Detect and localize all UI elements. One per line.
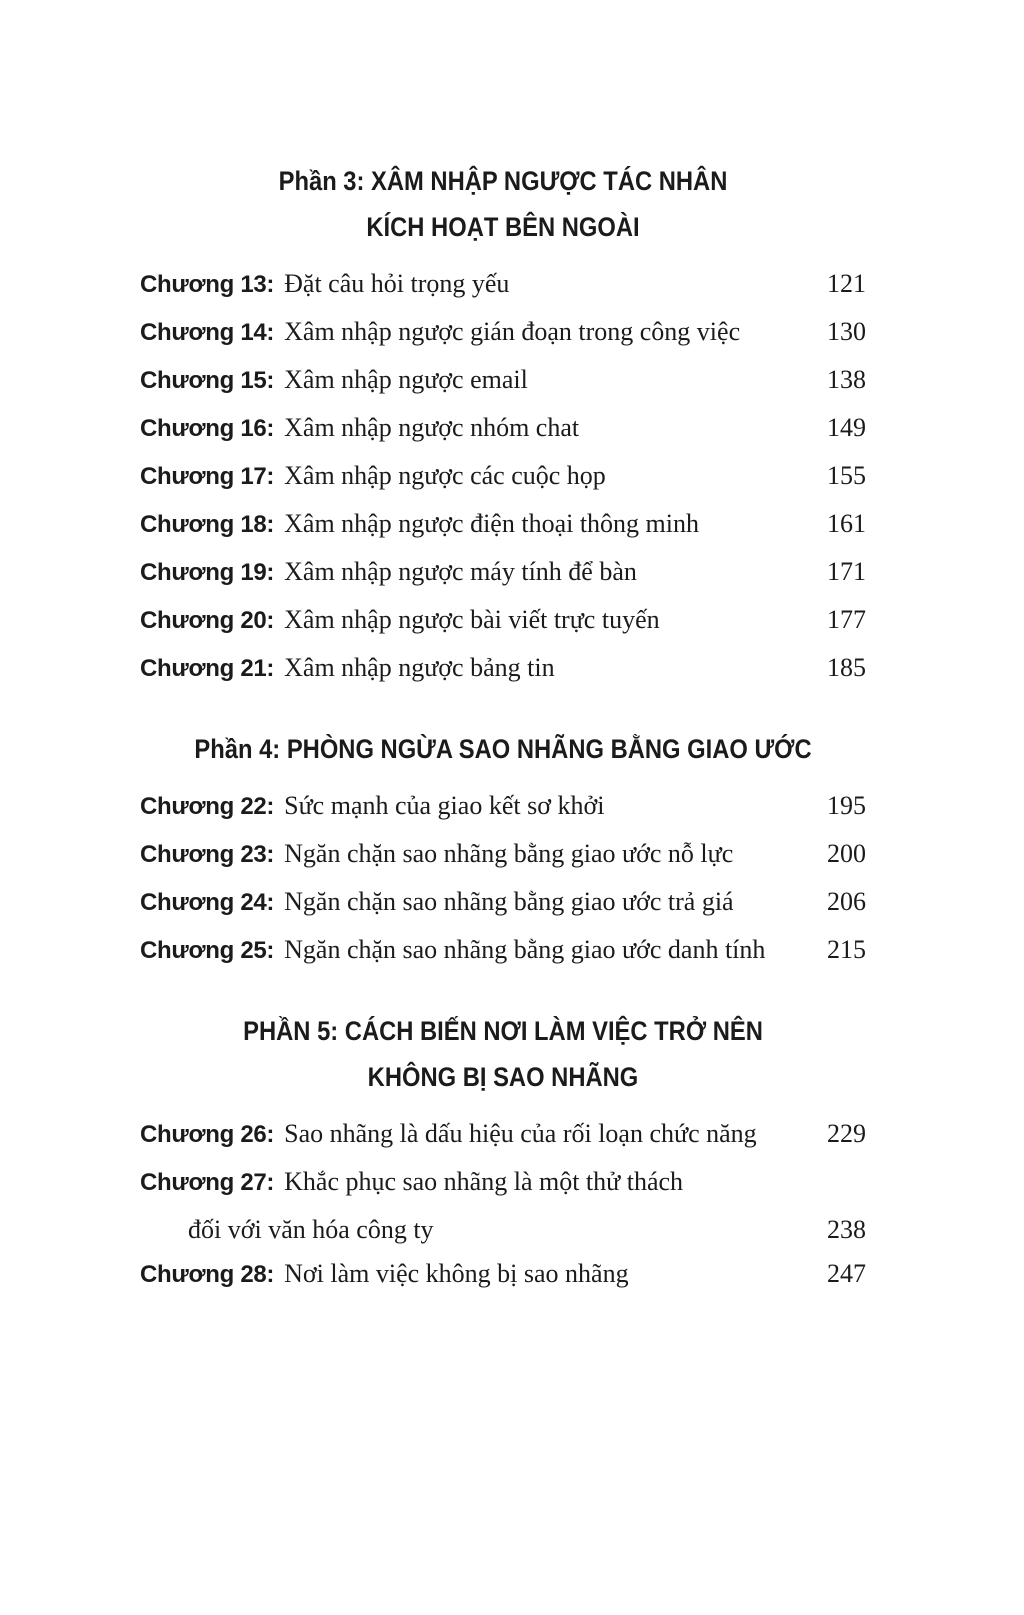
toc-entry-ch22 [140, 784, 866, 832]
chapter-page-number: 149 [827, 413, 866, 442]
chapter-title: Xâm nhập ngược điện thoại thông minh [284, 509, 700, 538]
part-4-heading [140, 726, 866, 772]
chapter-label: Chương 19: [140, 559, 275, 586]
chapter-title: Xâm nhập ngược gián đoạn trong công việc [284, 317, 741, 346]
chapter-page-number: 195 [827, 791, 866, 820]
toc-entry-ch25 [140, 928, 866, 976]
chapter-page-number: 130 [827, 317, 866, 346]
toc-entry-ch13 [140, 262, 866, 310]
chapter-page-number: 161 [827, 509, 866, 538]
chapter-page-number: 121 [827, 269, 866, 298]
part-heading-line: KÍCH HOẠT BÊN NGOÀI [366, 212, 640, 242]
chapter-title: Ngăn chặn sao nhãng bằng giao ước trả giá [284, 887, 734, 916]
toc-entry-ch28 [140, 1252, 866, 1300]
chapter-page-number: 215 [827, 935, 866, 964]
chapter-label: Chương 17: [140, 463, 275, 490]
toc-entry-ch18 [140, 502, 866, 550]
chapter-title-continuation: đối với văn hóa công ty [188, 1215, 434, 1244]
chapter-label: Chương 24: [140, 889, 275, 916]
chapter-page-number: 185 [827, 653, 866, 682]
part-5-heading [140, 1008, 866, 1100]
chapter-title: Xâm nhập ngược bảng tin [284, 653, 555, 682]
chapter-page-number: 229 [827, 1119, 866, 1148]
chapter-title: Xâm nhập ngược email [284, 365, 528, 394]
chapter-title: Nơi làm việc không bị sao nhãng [284, 1259, 629, 1288]
chapter-page-number: 138 [827, 365, 866, 394]
toc-entry-ch21 [140, 646, 866, 694]
chapter-page-number: 155 [827, 461, 866, 490]
chapter-title: Đặt câu hỏi trọng yếu [284, 269, 510, 298]
chapter-page-number: 247 [827, 1259, 866, 1288]
chapter-title: Xâm nhập ngược máy tính để bàn [284, 557, 637, 586]
toc-entry-ch14 [140, 310, 866, 358]
chapter-label: Chương 20: [140, 607, 275, 634]
toc-entry-ch20 [140, 598, 866, 646]
chapter-list-part-3 [140, 262, 866, 694]
chapter-list-part-4 [140, 784, 866, 976]
chapter-title: Ngăn chặn sao nhãng bằng giao ước danh tính [284, 935, 766, 964]
chapter-label: Chương 18: [140, 511, 275, 538]
chapter-title: Khắc phục sao nhãng là một thử thách [284, 1167, 684, 1196]
toc-section-part-5 [140, 1008, 866, 1300]
toc-section-part-4 [140, 726, 866, 976]
part-heading-line: KHÔNG BỊ SAO NHÃNG [367, 1062, 639, 1092]
chapter-label: Chương 16: [140, 415, 275, 442]
toc-entry-ch17 [140, 454, 866, 502]
chapter-title: Ngăn chặn sao nhãng bằng giao ước nỗ lực [284, 839, 734, 868]
chapter-title: Sức mạnh của giao kết sơ khởi [284, 791, 605, 820]
chapter-page-number: 238 [827, 1215, 866, 1244]
toc-section-part-3 [140, 158, 866, 694]
chapter-title: Xâm nhập ngược nhóm chat [284, 413, 580, 442]
chapter-page-number: 206 [827, 887, 866, 916]
chapter-list-part-5 [140, 1112, 866, 1300]
chapter-title: Xâm nhập ngược bài viết trực tuyến [284, 605, 660, 634]
chapter-label: Chương 28: [140, 1261, 275, 1288]
chapter-label: Chương 22: [140, 793, 275, 820]
chapter-page-number: 177 [827, 605, 866, 634]
chapter-title: Sao nhãng là dấu hiệu của rối loạn chức năng [284, 1119, 757, 1148]
toc-entry-ch15 [140, 358, 866, 406]
chapter-label: Chương 21: [140, 655, 275, 682]
chapter-page-number: 200 [827, 839, 866, 868]
toc-entry-ch24 [140, 880, 866, 928]
chapter-label: Chương 25: [140, 937, 275, 964]
chapter-title: Xâm nhập ngược các cuộc họp [284, 461, 606, 490]
part-heading-line: PHẦN 5: CÁCH BIẾN NƠI LÀM VIỆC TRỞ NÊN [243, 1016, 763, 1046]
part-heading-line: Phần 3: XÂM NHẬP NGƯỢC TÁC NHÂN [278, 166, 728, 196]
part-3-heading [140, 158, 866, 250]
toc-entry-ch27 [140, 1160, 866, 1252]
toc-entry-ch23 [140, 832, 866, 880]
chapter-label: Chương 14: [140, 319, 275, 346]
chapter-label: Chương 26: [140, 1121, 275, 1148]
chapter-label: Chương 23: [140, 841, 275, 868]
toc-entry-ch19 [140, 550, 866, 598]
part-heading-line: Phần 4: PHÒNG NGỪA SAO NHÃNG BẰNG GIAO ƯỚC [194, 734, 812, 764]
toc-entry-ch16 [140, 406, 866, 454]
chapter-label: Chương 13: [140, 271, 275, 298]
chapter-label: Chương 15: [140, 367, 275, 394]
chapter-label: Chương 27: [140, 1169, 275, 1196]
toc-entry-ch26 [140, 1112, 866, 1160]
chapter-page-number: 171 [827, 557, 866, 586]
